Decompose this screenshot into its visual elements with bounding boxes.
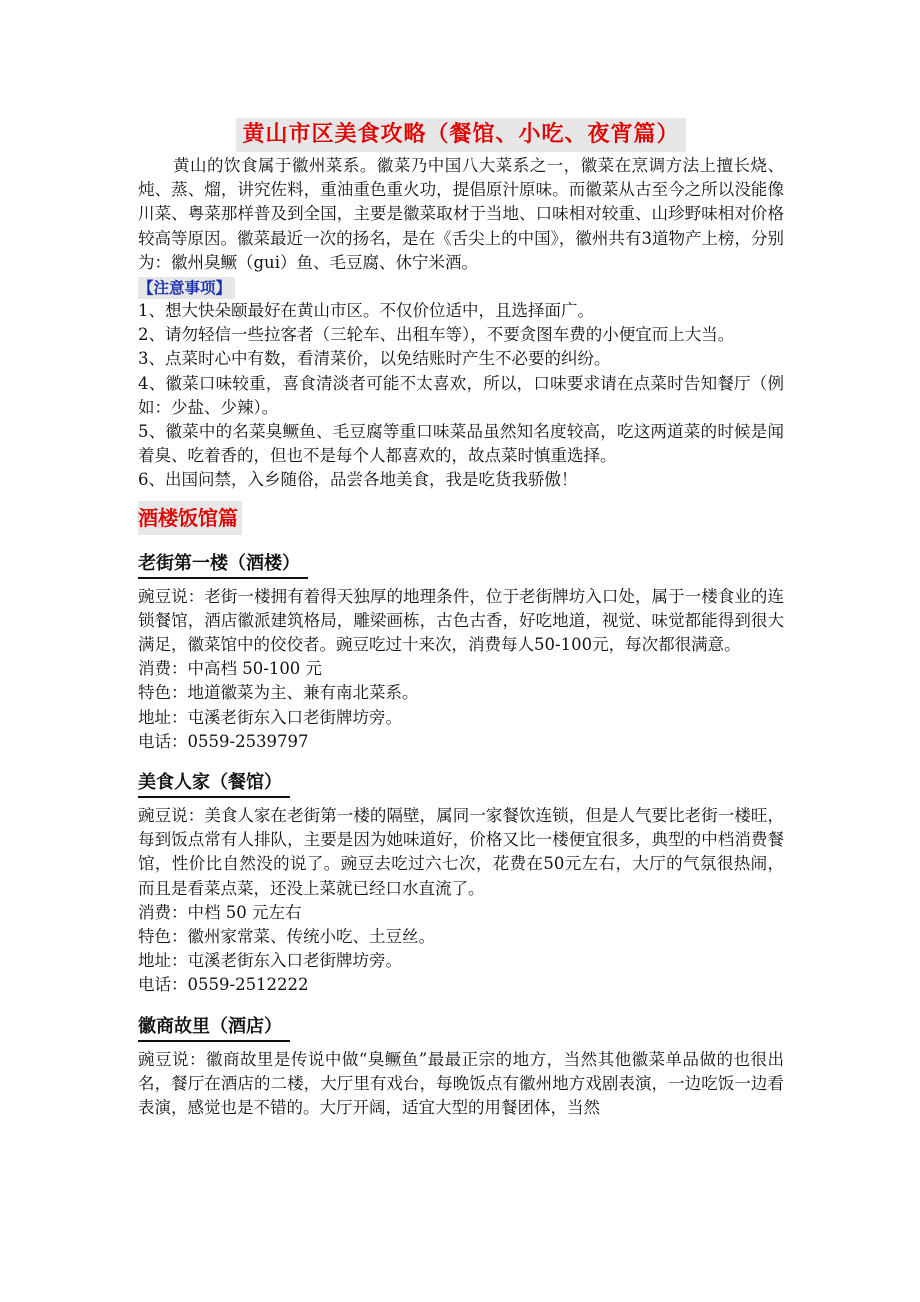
document-title-text: 黄山市区美食攻略（餐馆、小吃、夜宵篇） [236,118,685,152]
notice-section [138,275,784,493]
restaurant-entry [138,998,784,1121]
restaurant-feature: 特色：地道徽菜为主、兼有南北菜系。 [138,683,419,703]
section-title: 酒楼饭馆篇 [138,501,242,535]
restaurant-phone: 电话：0559-2539797 [138,731,309,751]
restaurant-review: 豌豆说：徽商故里是传说中做“臭鳜鱼”最最正宗的地方，当然其他徽菜单品做的也很出名，餐厅在酒店的二楼，大厅里有戏台，每晚饭点有徽州地方戏剧表演，一边吃饭一边看表演，感觉也是不错的。大厅开阔，适宜大型的用餐团体，当然 [138,1049,784,1118]
restaurant-name: 老街第一楼（酒楼） [138,551,308,579]
document-title [138,118,784,154]
restaurant-review: 豌豆说：老街一楼拥有着得天独厚的地理条件，位于老街牌坊入口处，属于一楼食业的连锁餐馆，酒店徽派建筑格局，雕梁画栋，古色古香，好吃地道，视觉、味觉都能得到很大满足，徽菜馆中的佼佼者。豌豆吃过十来次，消费每人50-100元，每次都很满意。 [138,586,784,655]
restaurant-price: 消费：中档 50 元左右 [138,902,302,922]
restaurant-price: 消费：中高档 50-100 元 [138,659,323,679]
restaurant-address: 地址：屯溪老街东入口老街牌坊旁。 [138,951,402,971]
notice-item: 3、点菜时心中有数，看清菜价，以免结账时产生不必要的纠纷。 [138,349,611,369]
restaurant-name: 徽商故里（酒店） [138,1014,290,1042]
restaurant-feature: 特色：徽州家常菜、传统小吃、土豆丝。 [138,927,435,947]
intro-paragraph: 黄山的饮食属于徽州菜系。徽菜乃中国八大菜系之一，徽菜在烹调方法上擅长烧、炖、蒸、熘，讲究佐料，重油重色重火功，提倡原汁原味。而徽菜从古至今之所以没能像川菜、粤菜那样普及到全国，主要是徽菜取材于当地、口味相对较重、山珍野味相对价格较高等原因。徽菜最近一次的扬名，是在《舌尖上的中国》，徽州共有3道物产上榜，分别为：徽州臭鳜（gui）鱼、毛豆腐、休宁米酒。 [138,156,784,272]
restaurant-entry [138,535,784,754]
notice-item: 6、出国问禁，入乡随俗，品尝各地美食，我是吃货我骄傲！ [138,470,578,490]
notice-item: 5、徽菜中的名菜臭鳜鱼、毛豆腐等重口味菜品虽然知名度较高，吃这两道菜的时候是闻着臭、吃着香的，但也不是每个人都喜欢的，故点菜时慎重选择。 [138,422,784,466]
notice-item: 1、想大快朵颐最好在黄山市区。不仅价位适中，且选择面广。 [138,301,594,321]
notice-item: 2、请勿轻信一些拉客者（三轮车、出租车等），不要贪图车费的小便宜而上大当。 [138,325,735,345]
restaurant-entry [138,754,784,998]
document-page [138,118,784,1120]
notice-label: 【注意事项】 [138,277,235,299]
restaurant-address: 地址：屯溪老街东入口老街牌坊旁。 [138,707,402,727]
restaurant-review: 豌豆说：美食人家在老街第一楼的隔壁，属同一家餐饮连锁，但是人气要比老街一楼旺，每到饭点常有人排队，主要是因为她味道好，价格又比一楼便宜很多，典型的中档消费餐馆，性价比自然没的说了。豌豆去吃过六七次，花费在50元左右，大厅的气氛很热闹，而且是看菜点菜，还没上菜就已经口水直流了。 [138,806,784,898]
notice-item: 4、徽菜口味较重，喜食清淡者可能不太喜欢，所以，口味要求请在点菜时告知餐厅（例如：少盐、少辣）。 [138,373,784,417]
restaurant-phone: 电话：0559-2512222 [138,975,309,995]
restaurant-name: 美食人家（餐馆） [138,770,290,798]
